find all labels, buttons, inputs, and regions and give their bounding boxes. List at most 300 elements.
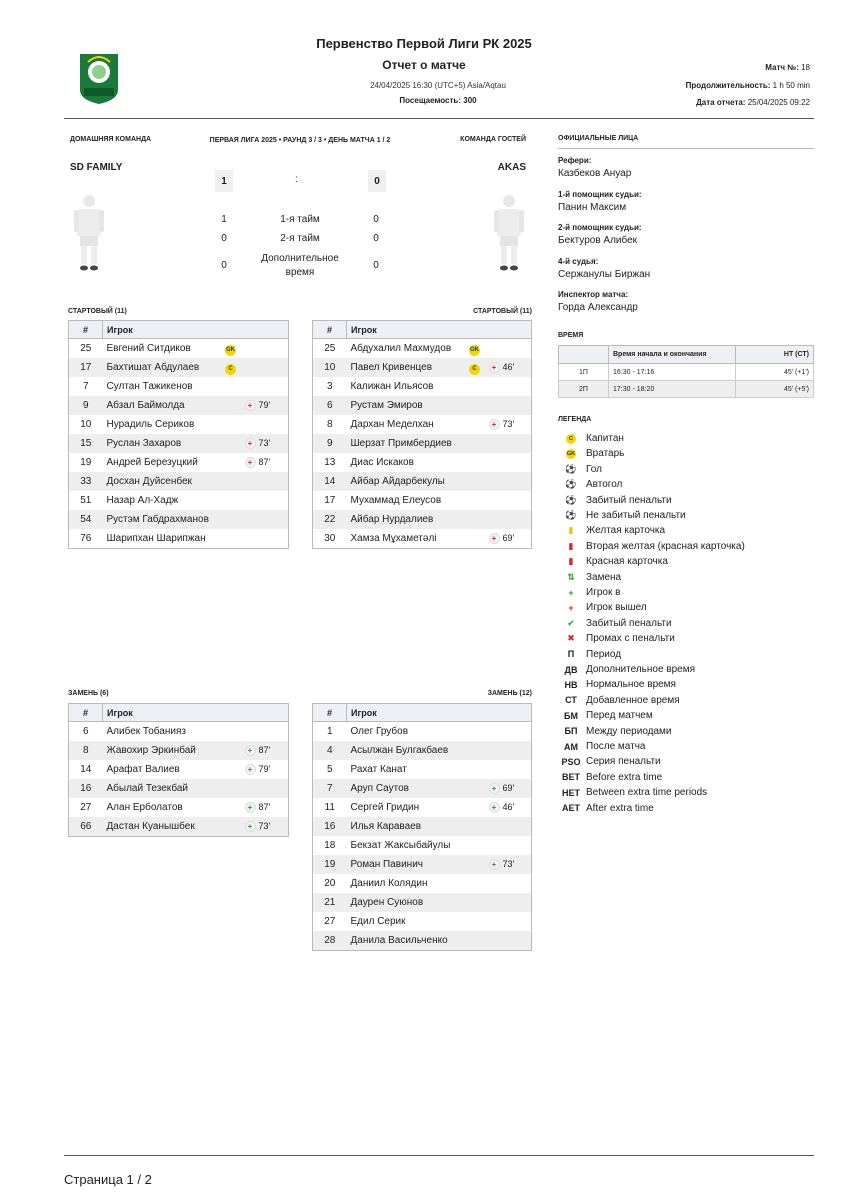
time-range: 17:30 - 18:20 [609, 381, 736, 398]
sub-minute: 73' [258, 438, 271, 448]
player-out-icon: + [489, 419, 500, 430]
away-score: 0 [368, 170, 386, 192]
official-name: Казбеков Ануар [558, 168, 632, 179]
table-row [69, 510, 289, 529]
player-out-icon: + [245, 438, 256, 449]
time-ht: 45' (+5') [736, 381, 814, 398]
legend-text: Вторая желтая (красная карточка) [586, 540, 745, 552]
sub-minute: 87' [258, 802, 271, 812]
player-name: Олег Грубов [350, 726, 409, 737]
legend-item [558, 724, 672, 739]
player-in-icon: + [568, 587, 574, 598]
player-in-icon: + [489, 783, 500, 794]
player-name: Даниил Колядин [350, 878, 428, 889]
legend-text: После матча [586, 741, 646, 752]
sub-minute: 73' [258, 821, 271, 831]
sub-minute: 87' [258, 457, 271, 467]
player-number: 10 [313, 358, 347, 377]
player-number: 25 [324, 343, 336, 354]
substitution-icon: ⇅ [567, 571, 575, 582]
red-card-icon: ▮ [568, 556, 574, 567]
table-row [69, 722, 289, 742]
period-label-2: 2-я тайм [280, 233, 320, 244]
player-name: Абылай Тезекбай [103, 779, 221, 798]
player-number: 30 [324, 533, 336, 544]
col-number: # [69, 321, 103, 339]
official-role: 1-й помощник судьи: [558, 189, 642, 199]
table-row [69, 817, 289, 837]
table-row [69, 472, 289, 491]
legend-text: Before extra time [586, 771, 663, 783]
legend-text: Добавленное время [586, 694, 680, 706]
legend-text: Нормальное время [586, 679, 676, 691]
player-name: Абзал Баймолда [103, 396, 221, 415]
home-starting-label: СТАРТОВЫЙ (11) [68, 308, 127, 315]
player-name: Рустэм Габдрахманов [103, 510, 221, 529]
penalty-scored-icon: ⚽ [565, 494, 577, 505]
period-away-2: 0 [373, 233, 379, 244]
legend-text: Серия пенальти [586, 756, 661, 768]
home-score: 1 [215, 170, 233, 192]
player-name: Калижан Ильясов [350, 381, 434, 392]
player-name: Сергей Гридин [350, 802, 420, 813]
sub-minute: 69' [502, 783, 515, 793]
player-name: Шерзат Примбердиев [347, 434, 465, 453]
table-row [313, 779, 532, 798]
match-datetime: 24/04/2025 16:30 (UTC+5) Asia/Aqtau [370, 81, 506, 90]
player-number: 15 [69, 434, 103, 453]
away-subs-table [312, 703, 532, 951]
table-row [69, 798, 289, 817]
table-row [69, 396, 289, 415]
player-name: Рустам Эмиров [347, 396, 465, 415]
away-kit-icon [492, 192, 526, 272]
legend-abbr: AET [562, 803, 580, 814]
player-name: Султан Тажикенов [106, 381, 193, 392]
legend-text: Не забитый пенальти [586, 510, 686, 521]
table-row [313, 358, 532, 377]
player-number: 66 [69, 817, 103, 837]
player-number: 17 [69, 358, 103, 377]
table-row [313, 722, 532, 742]
player-name: Роман Павинич [347, 855, 465, 874]
time-col-time: Время начала и окончания [609, 346, 736, 364]
player-in-icon: + [245, 764, 256, 775]
official-name: Панин Максим [558, 201, 627, 213]
player-name: Дастан Куанышбек [103, 817, 221, 837]
player-number: 22 [313, 510, 347, 529]
player-number: 8 [69, 741, 103, 760]
player-number: 21 [313, 893, 347, 912]
captain-icon: C [225, 364, 236, 375]
table-row [313, 836, 532, 855]
table-row [69, 741, 289, 760]
legend-text: Between extra time periods [586, 787, 708, 799]
table-row [313, 434, 532, 453]
table-row [313, 817, 532, 836]
time-period: 1П [559, 364, 609, 381]
yellow-card-icon: ▮ [568, 525, 574, 536]
table-row [313, 453, 532, 472]
sub-minute: 73' [502, 859, 515, 869]
away-team-name: AKAS [497, 162, 526, 173]
player-number: 1 [326, 726, 333, 737]
official-role: 4-й судья: [558, 256, 599, 266]
officials-list [558, 156, 814, 324]
player-name: Алибек Тобанияз [106, 726, 186, 737]
player-name: Едил Серик [350, 916, 406, 927]
col-number: # [313, 321, 347, 339]
table-row [69, 434, 289, 453]
time-col-ht: HT (СТ) [736, 346, 814, 364]
player-number: 33 [69, 472, 103, 491]
table-row [69, 415, 289, 434]
round-info: ПЕРВАЯ ЛИГА 2025 • РАУНД 3 / 3 • ДЕНЬ МАТЧА 1 / 2 [209, 137, 391, 144]
time-col-period [559, 346, 609, 364]
player-name: Жавохир Эркинбай [103, 741, 221, 760]
legend-item [558, 570, 621, 585]
legend-item [558, 585, 620, 600]
legend-text: Забитый пенальти [586, 494, 672, 506]
second-yellow-icon: ▮ [568, 540, 574, 551]
player-name: Павел Кривенцев [347, 358, 465, 377]
legend-text: Красная карточка [586, 556, 668, 568]
player-name: Евгений Ситдиков [106, 343, 191, 354]
legend-item [558, 770, 662, 785]
sub-minute: 87' [258, 745, 271, 755]
player-out-icon: + [489, 533, 500, 544]
player-name: Нурадиль Сериков [106, 419, 195, 430]
col-player: Игрок [103, 321, 289, 339]
player-name: Андрей Березуцкий [106, 457, 198, 468]
legend-item [558, 739, 646, 754]
sub-minute: 73' [502, 419, 515, 429]
player-number: 16 [69, 779, 103, 798]
table-row [313, 931, 532, 951]
header-divider [64, 118, 814, 119]
captain-icon: C [558, 434, 584, 444]
legend-item [558, 647, 621, 662]
shootout-scored-icon: ✔ [567, 617, 575, 628]
period-home-1: 1 [221, 214, 227, 225]
legend-text: Период [586, 648, 622, 660]
player-number: 19 [80, 457, 92, 468]
player-number: 7 [313, 779, 347, 798]
player-name: Асылжан Булгакбаев [347, 741, 465, 760]
officials-label: ОФИЦИАЛЬНЫЕ ЛИЦА [558, 135, 639, 142]
legend-item [558, 801, 654, 816]
player-number: 20 [324, 878, 336, 889]
legend-text: Вратарь [586, 448, 625, 460]
home-subs-label: ЗАМЕНЬ (6) [68, 690, 109, 697]
away-subs-label: ЗАМЕНЬ (12) [487, 690, 532, 697]
legend-abbr: BET [562, 772, 580, 783]
table-row [313, 529, 532, 549]
away-starting-label: СТАРТОВЫЙ (11) [473, 308, 532, 315]
table-row [313, 855, 532, 874]
table-row [69, 377, 289, 396]
legend-text: Дополнительное время [586, 664, 696, 675]
table-row [69, 358, 289, 377]
legend-item [558, 554, 668, 569]
table-row [69, 529, 289, 549]
legend-abbr: БМ [564, 710, 578, 721]
table-row [313, 491, 532, 510]
player-name: Айбар Нурдалиев [347, 510, 465, 529]
player-in-icon: + [489, 802, 500, 813]
sub-minute: 79' [258, 400, 271, 410]
sub-minute: 69' [502, 533, 515, 543]
legend-item [558, 662, 695, 677]
player-number: 27 [324, 916, 336, 927]
legend-item [558, 523, 665, 538]
legend-abbr: HET [562, 787, 580, 798]
official-name: Бектуров Алибек [558, 235, 638, 246]
away-starting-table [312, 320, 532, 549]
goalkeeper-icon: GK [469, 345, 480, 356]
legend-abbr: АМ [564, 741, 578, 752]
legend-text: Забитый пенальти [586, 617, 672, 629]
player-name: Руслан Захаров [103, 434, 221, 453]
player-name: Алан Ерболатов [106, 802, 183, 813]
player-number: 6 [82, 726, 89, 737]
player-number: 13 [324, 457, 336, 468]
home-starting-table [68, 320, 289, 549]
official-role: 2-й помощник судьи: [558, 223, 642, 232]
player-number: 6 [313, 396, 347, 415]
player-name: Бекзат Жаксыбайулы [350, 840, 451, 851]
official-entry [558, 190, 814, 224]
table-row [313, 396, 532, 415]
score-separator: : [295, 174, 298, 185]
legend-text: Игрок в [586, 587, 621, 598]
player-number: 19 [313, 855, 347, 874]
player-name: Диас Искаков [350, 457, 414, 468]
player-name: Рахат Канат [350, 764, 407, 775]
player-name: Назар Ал-Хадж [106, 495, 179, 506]
sub-minute: 46' [502, 802, 515, 812]
player-number: 9 [313, 434, 347, 453]
player-name: Абдухалил Махмудов [350, 343, 452, 354]
legend-text: Гол [586, 463, 602, 475]
sub-minute: 79' [258, 764, 271, 774]
player-number: 10 [80, 419, 92, 430]
official-entry [558, 290, 814, 324]
time-table [558, 345, 814, 398]
legend-item [558, 616, 672, 631]
player-in-icon: + [245, 821, 256, 832]
player-number: 5 [326, 764, 333, 775]
own-goal-icon: ⚽ [565, 479, 577, 490]
period-away-1: 0 [373, 214, 379, 225]
table-row [69, 779, 289, 798]
sub-minute: 46' [502, 362, 515, 372]
table-row [313, 510, 532, 529]
player-in-icon: + [245, 745, 256, 756]
legend-text: Перед матчем [586, 710, 653, 722]
table-row [313, 798, 532, 817]
legend-item [558, 693, 680, 708]
report-date: Дата отчета: 25/04/2025 09:22 [696, 98, 810, 107]
legend-item [558, 631, 675, 646]
player-number: 3 [326, 381, 333, 392]
table-row [313, 912, 532, 931]
player-number: 11 [324, 802, 335, 813]
col-player: Игрок [347, 704, 532, 722]
period-label-3: Дополнительное время [261, 253, 339, 278]
player-number: 8 [326, 419, 333, 430]
report-subtitle: Отчет о матче [382, 58, 466, 72]
legend-abbr: БП [564, 726, 578, 737]
legend-abbr: PSO [561, 756, 581, 767]
player-number: 4 [313, 741, 347, 760]
legend-text: Автогол [586, 479, 623, 491]
player-number: 18 [324, 840, 336, 851]
legend-item [558, 539, 745, 554]
home-team-name: SD FAMILY [70, 162, 123, 173]
penalty-missed-icon: ⚽ [565, 510, 577, 520]
legend-item [558, 462, 602, 477]
home-team-label: ДОМАШНЯЯ КОМАНДА [70, 136, 152, 143]
legend-label: ЛЕГЕНДА [558, 416, 592, 423]
home-subs-table [68, 703, 289, 837]
legend-item [558, 708, 653, 723]
shootout-missed-icon: ✖ [567, 633, 575, 644]
table-row [313, 741, 532, 760]
table-row [313, 760, 532, 779]
player-number: 7 [82, 381, 89, 392]
player-in-icon: + [245, 802, 256, 813]
report-title: Первенство Первой Лиги РК 2025 [316, 36, 532, 51]
col-player: Игрок [347, 321, 532, 339]
table-row [313, 893, 532, 912]
table-row [313, 415, 532, 434]
player-out-icon: + [245, 457, 256, 468]
table-row [313, 874, 532, 893]
official-entry [558, 257, 814, 291]
table-row [69, 760, 289, 779]
player-number: 54 [69, 510, 103, 529]
player-name: Мухаммад Елеусов [350, 495, 442, 506]
duration: Продолжительность: 1 h 50 min [685, 81, 810, 90]
legend-item [558, 677, 676, 692]
legend-text: Между периодами [586, 725, 672, 737]
legend-item [558, 431, 624, 446]
time-label: ВРЕМЯ [558, 332, 584, 339]
player-number: 28 [313, 931, 347, 951]
official-role: Рефери: [558, 156, 592, 165]
legend-item [558, 493, 672, 508]
official-name: Горда Александр [558, 302, 638, 313]
table-row [69, 453, 289, 472]
table-row [69, 339, 289, 359]
player-name: Дархан Меделхан [350, 419, 434, 430]
officials-divider [558, 148, 814, 149]
legend-item [558, 446, 624, 461]
legend-item [558, 754, 661, 769]
player-name: Арафат Валиев [106, 764, 180, 775]
period-home-3: 0 [221, 260, 227, 271]
official-entry [558, 156, 814, 190]
player-in-icon: + [489, 859, 500, 870]
away-team-label: КОМАНДА ГОСТЕЙ [460, 136, 526, 143]
goalkeeper-icon: GK [566, 450, 576, 457]
match-number: Матч №: 18 [765, 63, 810, 72]
player-name: Бахтишат Абдулаев [103, 358, 221, 377]
col-number: # [313, 704, 347, 722]
legend-text: Промах с пенальти [586, 633, 675, 645]
table-row [313, 377, 532, 396]
player-out-icon: + [489, 362, 500, 373]
player-out-icon: + [568, 602, 574, 613]
page-number: Страница 1 / 2 [64, 1172, 152, 1187]
legend-abbr: НВ [564, 679, 578, 690]
player-number: 14 [80, 764, 92, 775]
official-role: Инспектор матча: [558, 290, 629, 299]
col-player: Игрок [103, 704, 289, 722]
goal-icon: ⚽ [565, 463, 577, 474]
official-entry [558, 223, 814, 257]
legend-abbr: ДВ [564, 664, 578, 675]
period-label-1: 1-я тайм [280, 214, 320, 225]
player-name: Данила Васильченко [347, 931, 465, 951]
col-number: # [69, 704, 103, 722]
table-row [313, 472, 532, 491]
legend-text: Замена [586, 571, 622, 583]
legend-text: Капитан [586, 433, 624, 444]
table-row [69, 491, 289, 510]
player-out-icon: + [245, 400, 256, 411]
player-number: 27 [80, 802, 92, 813]
player-name: Илья Караваев [347, 817, 465, 836]
home-kit-icon [72, 192, 106, 272]
legend-item [558, 477, 622, 492]
player-number: 16 [313, 817, 347, 836]
player-name: Шарипхан Шарипжан [106, 533, 206, 544]
player-number: 51 [80, 495, 92, 506]
legend-abbr: СТ [565, 695, 577, 706]
legend-text: Желтая карточка [586, 525, 666, 537]
period-home-2: 0 [221, 233, 227, 244]
player-number: 9 [69, 396, 103, 415]
player-name: Досхан Дуйсенбек [103, 472, 221, 491]
legend-item [558, 785, 707, 800]
player-number: 14 [313, 472, 347, 491]
attendance: Посещаемость: 300 [399, 96, 477, 105]
player-number: 76 [80, 533, 92, 544]
legend-text: Игрок вышел [586, 602, 647, 614]
legend-text: After extra time [586, 802, 654, 814]
player-number: 17 [324, 495, 336, 506]
legend-item [558, 508, 686, 523]
footer-divider [64, 1155, 814, 1156]
legend-abbr: П [567, 649, 575, 660]
player-name: Даурен Суюнов [347, 893, 465, 912]
player-name: Айбар Айдарбекулы [347, 472, 465, 491]
player-number: 25 [80, 343, 92, 354]
official-name: Сержанулы Биржан [558, 268, 651, 280]
time-period: 2П [559, 381, 609, 398]
goalkeeper-icon: GK [225, 345, 236, 356]
player-name: Хамза Мұхаметәлі [350, 533, 437, 544]
player-name: Аруп Саутов [347, 779, 465, 798]
captain-icon: C [469, 364, 480, 375]
period-away-3: 0 [373, 260, 379, 271]
table-row [313, 339, 532, 359]
time-ht: 45' (+1') [736, 364, 814, 381]
legend-item [558, 600, 647, 615]
time-range: 16:30 - 17:16 [609, 364, 736, 381]
